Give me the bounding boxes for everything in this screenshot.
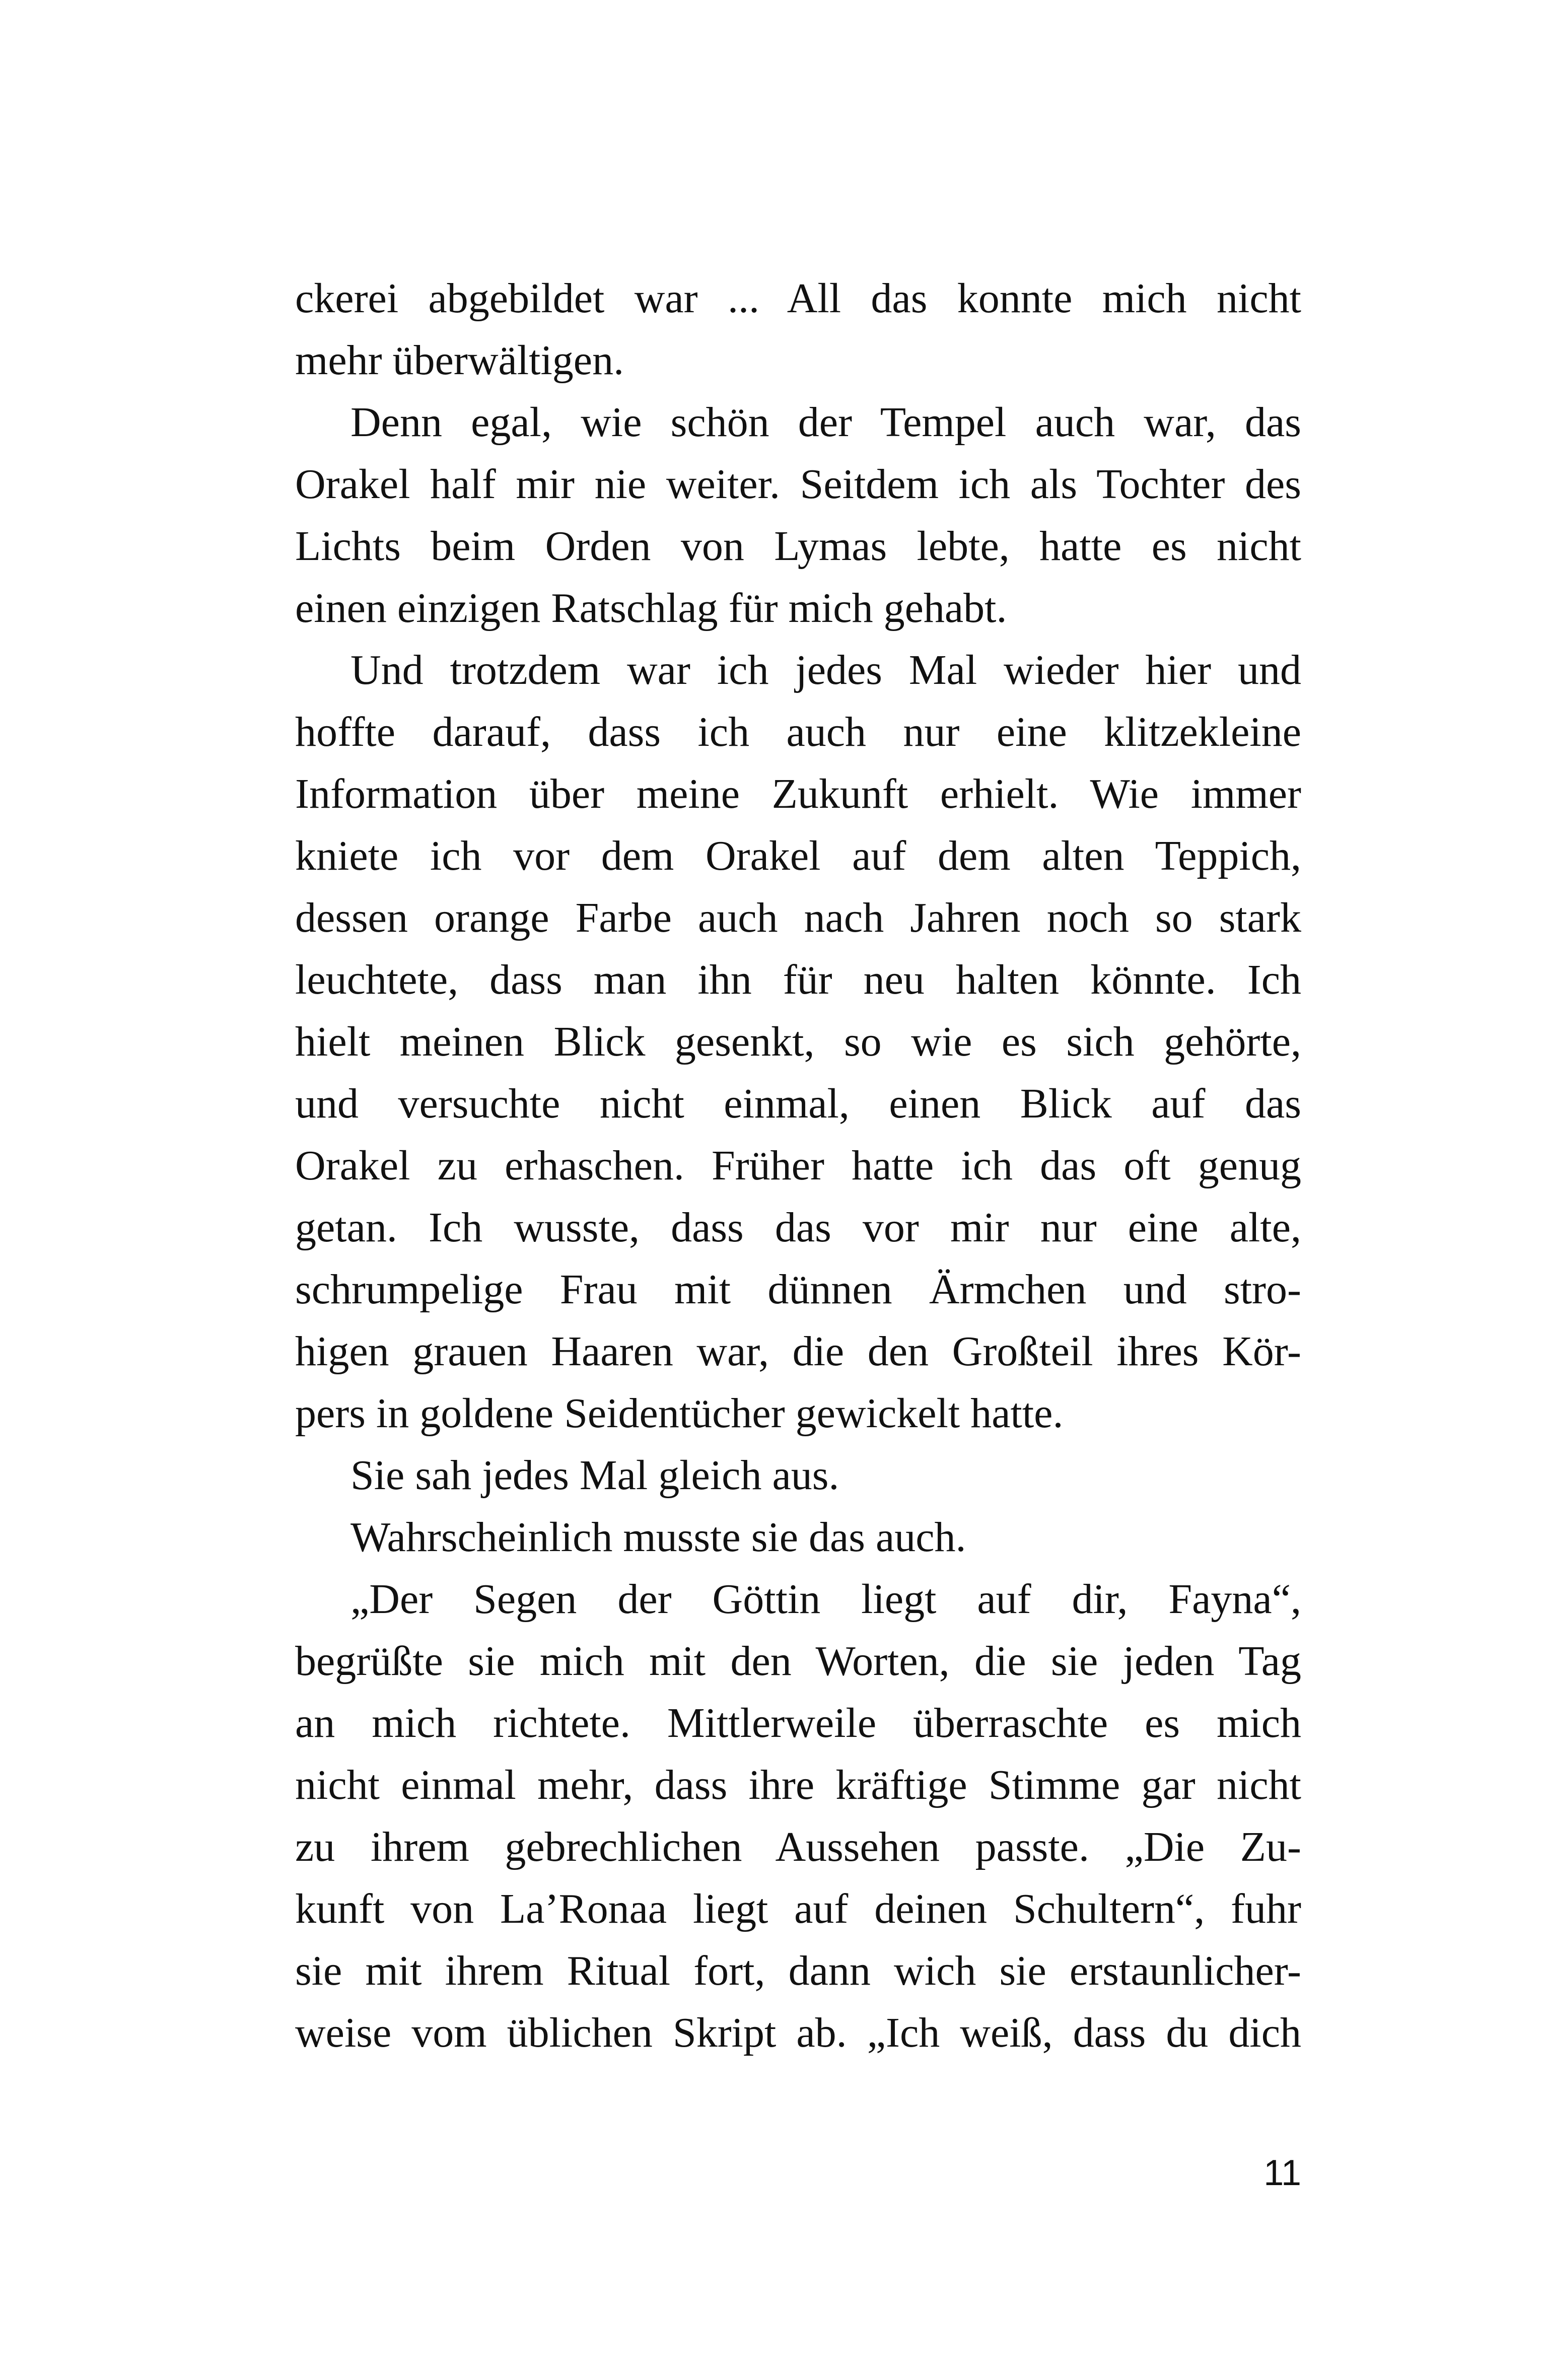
text-line: dessen orange Farbe auch nach Jahren noch so stark <box>295 894 1301 941</box>
text-line: und versuchte nicht einmal, einen Blick auf das <box>295 1080 1301 1127</box>
text-line: Lichts beim Orden von Lymas lebte, hatte es nicht <box>295 523 1301 570</box>
text-line: schrumpelige Frau mit dünnen Ärmchen und stro- <box>295 1266 1301 1313</box>
text-line: kunft von La’Ronaa liegt auf deinen Schultern“, fuhr <box>295 1885 1301 1932</box>
text-line: pers in goldene Seidentücher gewickelt hatte. <box>295 1390 1064 1437</box>
text-line: Orakel half mir nie weiter. Seitdem ich als Tochter des <box>295 461 1301 508</box>
text-line: sie mit ihrem Ritual fort, dann wich sie erstaunlicher- <box>295 1947 1301 1994</box>
text-line: hoffte darauf, dass ich auch nur eine klitzekleine <box>295 709 1301 755</box>
text-line: ckerei abgebildet war ... All das konnte mich nicht <box>295 275 1301 322</box>
text-line: einen einzigen Ratschlag für mich gehabt. <box>295 585 1007 632</box>
text-line: leuchtete, dass man ihn für neu halten könnte. Ich <box>295 956 1301 1003</box>
text-line: nicht einmal mehr, dass ihre kräftige Stimme gar nicht <box>295 1762 1301 1808</box>
body-text <box>295 267 1301 2064</box>
text-line: Und trotzdem war ich jedes Mal wieder hier und <box>350 647 1301 693</box>
text-line: Information über meine Zukunft erhielt. Wie immer <box>295 771 1301 817</box>
text-line: zu ihrem gebrechlichen Aussehen passte. „Die Zu- <box>295 1824 1301 1870</box>
text-line: Sie sah jedes Mal gleich aus. <box>350 1452 839 1499</box>
text-line: an mich richtete. Mittlerweile überraschte es mich <box>295 1700 1301 1746</box>
text-line: weise vom üblichen Skript ab. „Ich weiß, dass du dich <box>295 2009 1301 2056</box>
text-line: Wahrscheinlich musste sie das auch. <box>350 1514 966 1561</box>
text-line: kniete ich vor dem Orakel auf dem alten Teppich, <box>295 832 1301 879</box>
text-line: begrüßte sie mich mit den Worten, die sie jeden Tag <box>295 1638 1301 1685</box>
text-line: higen grauen Haaren war, die den Großteil ihres Kör- <box>295 1328 1301 1375</box>
text-line: Denn egal, wie schön der Tempel auch war, das <box>350 399 1301 446</box>
page-number: 11 <box>1263 2153 1301 2193</box>
text-line: getan. Ich wusste, dass das vor mir nur eine alte, <box>295 1204 1301 1251</box>
text-line: „Der Segen der Göttin liegt auf dir, Fayna“, <box>350 1576 1301 1623</box>
text-line: hielt meinen Blick gesenkt, so wie es sich gehörte, <box>295 1018 1301 1065</box>
text-line: Orakel zu erhaschen. Früher hatte ich das oft genug <box>295 1142 1301 1189</box>
text-line: mehr überwältigen. <box>295 337 624 384</box>
